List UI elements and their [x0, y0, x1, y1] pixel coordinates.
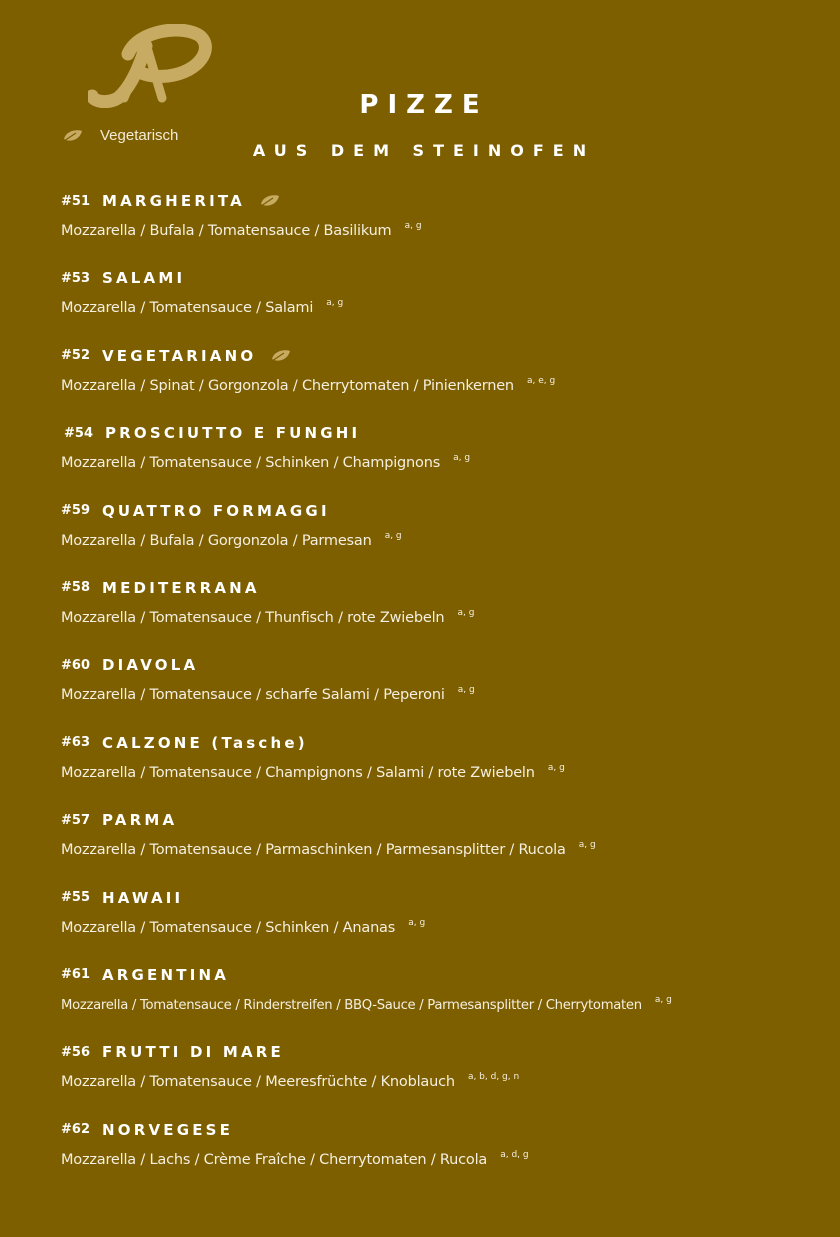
- item-name: MARGHERITA: [101, 192, 245, 210]
- item-allergens: a, b, d, g, n: [467, 1072, 520, 1083]
- item-name: QUATTRO FORMAGGI: [101, 501, 330, 520]
- item-description: Mozzarella / Tomatensauce / Schinken / Champignons: [61, 455, 441, 472]
- menu-item: [61, 1041, 821, 1118]
- item-number: #59: [61, 503, 90, 519]
- item-description: Mozzarella / Bufala / Tomatensauce / Basilikum: [61, 223, 392, 239]
- item-number: #54: [64, 425, 93, 441]
- menu-item: [61, 732, 821, 809]
- menu-item: [61, 500, 821, 577]
- item-name: DIAVOLA: [101, 656, 199, 675]
- pizza-menu: [61, 190, 821, 1196]
- leaf-icon: [270, 349, 292, 363]
- item-name: MEDITERRANA: [101, 578, 260, 597]
- item-number: #58: [61, 580, 90, 596]
- item-name: SALAMI: [101, 269, 186, 288]
- item-name: FRUTTI DI MARE: [101, 1043, 284, 1062]
- legend-label: Vegetarisch: [100, 127, 179, 144]
- item-name: PROSCIUTTO E FUNGHI: [104, 424, 361, 443]
- item-number: #53: [61, 270, 90, 286]
- item-description: Mozzarella / Tomatensauce / Meeresfrüchte / Knoblauch: [61, 1074, 455, 1091]
- item-name: ARGENTINA: [101, 965, 230, 984]
- menu-item: [61, 809, 821, 886]
- item-description: Mozzarella / Tomatensauce / Champignons / Salami / rote Zwiebeln: [61, 764, 535, 781]
- item-number: #63: [61, 735, 90, 751]
- item-allergens: a, g: [408, 917, 426, 928]
- menu-subtitle: AUS DEM STEINOFEN: [252, 141, 596, 160]
- item-name: VEGETARIANO: [101, 346, 257, 365]
- item-allergens: a, g: [457, 685, 475, 696]
- menu-item: [61, 887, 821, 964]
- item-number: #62: [61, 1122, 90, 1138]
- item-allergens: a, g: [384, 530, 402, 541]
- item-allergens: a, g: [326, 298, 344, 309]
- menu-item: [61, 577, 821, 654]
- item-name: PARMA: [101, 811, 178, 830]
- item-number: #56: [61, 1044, 90, 1060]
- menu-item: [61, 422, 821, 499]
- menu-item: [61, 190, 821, 267]
- item-description: Mozzarella / Lachs / Crème Fraîche / Cherrytomaten / Rucola: [61, 1151, 488, 1168]
- menu-title: PIZZE: [359, 90, 489, 120]
- menu-item: [61, 1119, 821, 1196]
- item-allergens: a, e, g: [527, 375, 556, 386]
- menu-item: [61, 964, 821, 1041]
- item-description: Mozzarella / Tomatensauce / scharfe Salami / Peperoni: [61, 687, 445, 704]
- item-name: NORVEGESE: [101, 1120, 234, 1139]
- item-name: HAWAII: [101, 888, 184, 907]
- item-allergens: a, g: [578, 840, 596, 851]
- item-allergens: a, g: [453, 453, 471, 464]
- item-number: #55: [61, 890, 90, 906]
- item-number: #51: [61, 193, 90, 209]
- item-allergens: a, d, g: [500, 1149, 529, 1160]
- item-description: Mozzarella / Tomatensauce / Rinderstreifen / BBQ-Sauce / Parmesansplitter / Cherrytomaten: [61, 997, 642, 1013]
- item-description: Mozzarella / Tomatensauce / Thunfisch / rote Zwiebeln: [61, 609, 445, 626]
- item-description: Mozzarella / Tomatensauce / Schinken / Ananas: [61, 919, 396, 936]
- item-name: CALZONE (Tasche): [101, 733, 308, 752]
- item-allergens: a, g: [547, 762, 565, 773]
- item-number: #60: [61, 657, 90, 673]
- menu-item: [61, 267, 821, 344]
- menu-item: [61, 654, 821, 731]
- item-allergens: a, g: [654, 994, 672, 1005]
- item-number: #57: [61, 812, 90, 828]
- item-description: Mozzarella / Tomatensauce / Parmaschinken / Parmesansplitter / Rucola: [61, 842, 566, 859]
- leaf-icon: [259, 194, 281, 208]
- item-description: Mozzarella / Spinat / Gorgonzola / Cherrytomaten / Pinienkernen: [61, 377, 514, 394]
- item-number: #52: [61, 348, 90, 364]
- menu-item: [61, 345, 821, 422]
- item-number: #61: [61, 967, 90, 983]
- item-allergens: a, g: [404, 221, 422, 231]
- item-description: Mozzarella / Bufala / Gorgonzola / Parmesan: [61, 532, 372, 549]
- item-allergens: a, g: [457, 607, 475, 618]
- item-description: Mozzarella / Tomatensauce / Salami: [61, 300, 314, 317]
